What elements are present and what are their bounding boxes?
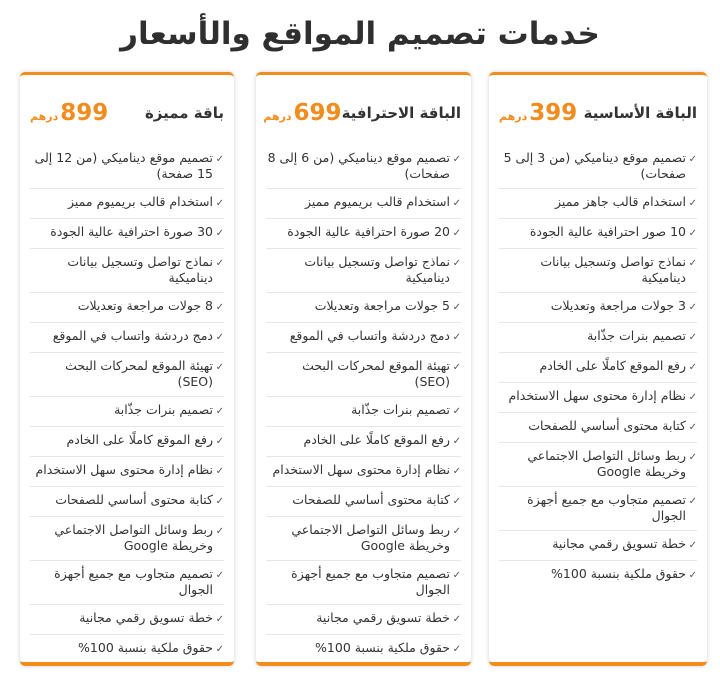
feature-item (499, 219, 697, 249)
feature-text: تصميم بنرات جذّابة (351, 402, 450, 417)
feature-item (30, 249, 224, 293)
check-icon: ✓ (452, 302, 461, 313)
plan-price (30, 100, 108, 126)
feature-text: دمج دردشة واتساب في الموقع (289, 328, 450, 343)
feature-text: خطة تسويق رقمي مجانية (552, 536, 686, 551)
plan-header (499, 93, 697, 133)
feature-item (30, 487, 224, 517)
feature-item (266, 397, 461, 427)
feature-text: 5 جولات مراجعة وتعديلات (314, 298, 450, 313)
feature-text: حقوق ملكية بنسبة 100% (78, 640, 213, 655)
feature-text: نظام إدارة محتوى سهل الاستخدام (272, 462, 450, 477)
feature-item (266, 457, 461, 487)
feature-item (30, 561, 224, 605)
feature-item (266, 517, 461, 561)
feature-item (266, 561, 461, 605)
feature-item (30, 219, 224, 249)
feature-text: حقوق ملكية بنسبة 100% (315, 640, 450, 655)
plan-price (263, 100, 341, 126)
check-icon: ✓ (215, 302, 224, 313)
feature-text: خطة تسويق رقمي مجانية (79, 610, 213, 625)
check-icon: ✓ (688, 258, 697, 269)
plan-name: الباقة الأساسية (583, 104, 697, 122)
feature-item (499, 249, 697, 293)
feature-text: تصميم متجاوب مع جميع أجهزة الجوال (54, 566, 213, 597)
check-icon: ✓ (215, 436, 224, 447)
feature-item (30, 605, 224, 635)
check-icon: ✓ (215, 258, 224, 269)
check-icon: ✓ (688, 332, 697, 343)
check-icon: ✓ (452, 362, 461, 373)
feature-text: 10 صور احترافية عالية الجودة (529, 224, 686, 239)
feature-item (30, 145, 224, 189)
check-icon: ✓ (215, 496, 224, 507)
feature-text: 8 جولات مراجعة وتعديلات (77, 298, 213, 313)
check-icon: ✓ (452, 614, 461, 625)
check-icon: ✓ (452, 496, 461, 507)
feature-item (30, 293, 224, 323)
plan-name: الباقة الاحترافية (341, 104, 461, 122)
feature-text: حقوق ملكية بنسبة 100% (551, 566, 686, 581)
check-icon: ✓ (215, 228, 224, 239)
feature-text: نظام إدارة محتوى سهل الاستخدام (508, 388, 686, 403)
feature-text: رفع الموقع كاملًا على الخادم (66, 432, 213, 447)
check-icon: ✓ (215, 466, 224, 477)
price-currency: درهم (263, 110, 292, 123)
feature-item (30, 427, 224, 457)
check-icon: ✓ (688, 452, 697, 463)
check-icon: ✓ (215, 570, 224, 581)
feature-list (499, 145, 697, 590)
feature-text: تهيئة الموقع لمحركات البحث (SEO) (302, 358, 450, 389)
check-icon: ✓ (452, 570, 461, 581)
feature-item (30, 323, 224, 353)
pricing-plans (0, 72, 720, 668)
check-icon: ✓ (688, 302, 697, 313)
plan-header (263, 93, 461, 133)
feature-item (266, 635, 461, 664)
feature-item (30, 397, 224, 427)
plan-card-premium (20, 72, 234, 666)
feature-text: تصميم موقع ديناميكي (من 12 إلى 15 صفحة) (34, 150, 213, 181)
feature-item (266, 427, 461, 457)
plan-price (499, 100, 577, 126)
check-icon: ✓ (688, 392, 697, 403)
feature-text: كتابة محتوى أساسي للصفحات (528, 418, 686, 433)
plan-card-professional (256, 72, 471, 666)
check-icon: ✓ (215, 154, 224, 165)
feature-text: رفع الموقع كاملًا على الخادم (303, 432, 450, 447)
feature-text: 20 صورة احترافية عالية الجودة (287, 224, 450, 239)
feature-item (266, 605, 461, 635)
feature-text: نماذج تواصل وتسجيل بيانات ديناميكية (304, 254, 450, 285)
feature-text: تصميم موقع ديناميكي (من 3 إلى 5 صفحات) (503, 150, 686, 181)
feature-item (499, 383, 697, 413)
feature-text: نظام إدارة محتوى سهل الاستخدام (35, 462, 213, 477)
feature-text: استخدام قالب بريميوم مميز (305, 194, 450, 209)
price-amount: 899 (60, 100, 109, 126)
feature-text: ربط وسائل التواصل الاجتماعي وخريطة Google (291, 522, 450, 553)
check-icon: ✓ (215, 332, 224, 343)
check-icon: ✓ (688, 540, 697, 551)
feature-list (30, 145, 224, 664)
feature-item (266, 249, 461, 293)
check-icon: ✓ (452, 644, 461, 655)
feature-item (266, 293, 461, 323)
feature-text: استخدام قالب بريميوم مميز (68, 194, 213, 209)
page-title: خدمات تصميم المواقع والأسعار (120, 16, 600, 52)
price-currency: درهم (499, 110, 528, 123)
feature-item (499, 293, 697, 323)
feature-item (499, 443, 697, 487)
feature-text: ربط وسائل التواصل الاجتماعي وخريطة Google (54, 522, 213, 553)
feature-text: تصميم متجاوب مع جميع أجهزة الجوال (291, 566, 450, 597)
feature-text: دمج دردشة واتساب في الموقع (52, 328, 213, 343)
feature-item (30, 635, 224, 664)
feature-item (499, 189, 697, 219)
feature-item (30, 517, 224, 561)
check-icon: ✓ (452, 406, 461, 417)
feature-item (499, 531, 697, 561)
feature-text: تصميم موقع ديناميكي (من 6 إلى 8 صفحات) (267, 150, 450, 181)
check-icon: ✓ (452, 466, 461, 477)
check-icon: ✓ (688, 422, 697, 433)
check-icon: ✓ (215, 644, 224, 655)
feature-item (266, 189, 461, 219)
check-icon: ✓ (452, 526, 461, 537)
feature-text: نماذج تواصل وتسجيل بيانات ديناميكية (540, 254, 686, 285)
feature-text: 30 صورة احترافية عالية الجودة (50, 224, 213, 239)
check-icon: ✓ (452, 228, 461, 239)
feature-text: تهيئة الموقع لمحركات البحث (SEO) (65, 358, 213, 389)
price-amount: 699 (293, 100, 342, 126)
plan-header (30, 93, 224, 133)
check-icon: ✓ (688, 154, 697, 165)
check-icon: ✓ (215, 526, 224, 537)
feature-text: رفع الموقع كاملًا على الخادم (539, 358, 686, 373)
check-icon: ✓ (215, 406, 224, 417)
feature-item (266, 145, 461, 189)
price-currency: درهم (30, 110, 59, 123)
check-icon: ✓ (452, 198, 461, 209)
check-icon: ✓ (452, 154, 461, 165)
feature-item (499, 353, 697, 383)
check-icon: ✓ (688, 228, 697, 239)
feature-item (499, 145, 697, 189)
feature-item (266, 323, 461, 353)
check-icon: ✓ (215, 614, 224, 625)
check-icon: ✓ (452, 436, 461, 447)
feature-text: خطة تسويق رقمي مجانية (316, 610, 450, 625)
check-icon: ✓ (452, 258, 461, 269)
check-icon: ✓ (215, 198, 224, 209)
price-amount: 399 (529, 100, 578, 126)
feature-item (30, 189, 224, 219)
feature-text: استخدام قالب جاهز مميز (555, 194, 686, 209)
feature-item (266, 219, 461, 249)
feature-text: كتابة محتوى أساسي للصفحات (55, 492, 213, 507)
feature-item (499, 561, 697, 590)
feature-text: كتابة محتوى أساسي للصفحات (292, 492, 450, 507)
check-icon: ✓ (688, 198, 697, 209)
feature-text: نماذج تواصل وتسجيل بيانات ديناميكية (67, 254, 213, 285)
check-icon: ✓ (688, 570, 697, 581)
feature-text: تصميم بنرات جذّابة (587, 328, 686, 343)
feature-item (266, 353, 461, 397)
feature-item (266, 487, 461, 517)
check-icon: ✓ (688, 496, 697, 507)
feature-list (266, 145, 461, 664)
feature-item (499, 487, 697, 531)
feature-item (30, 457, 224, 487)
feature-item (499, 323, 697, 353)
feature-text: 3 جولات مراجعة وتعديلات (550, 298, 686, 313)
feature-item (30, 353, 224, 397)
plan-name: باقة مميزة (144, 104, 224, 122)
feature-text: تصميم متجاوب مع جميع أجهزة الجوال (527, 492, 686, 523)
check-icon: ✓ (215, 362, 224, 373)
plan-card-basic (489, 72, 707, 666)
check-icon: ✓ (688, 362, 697, 373)
feature-item (499, 413, 697, 443)
feature-text: تصميم بنرات جذّابة (114, 402, 213, 417)
check-icon: ✓ (452, 332, 461, 343)
feature-text: ربط وسائل التواصل الاجتماعي وخريطة Google (527, 448, 686, 479)
